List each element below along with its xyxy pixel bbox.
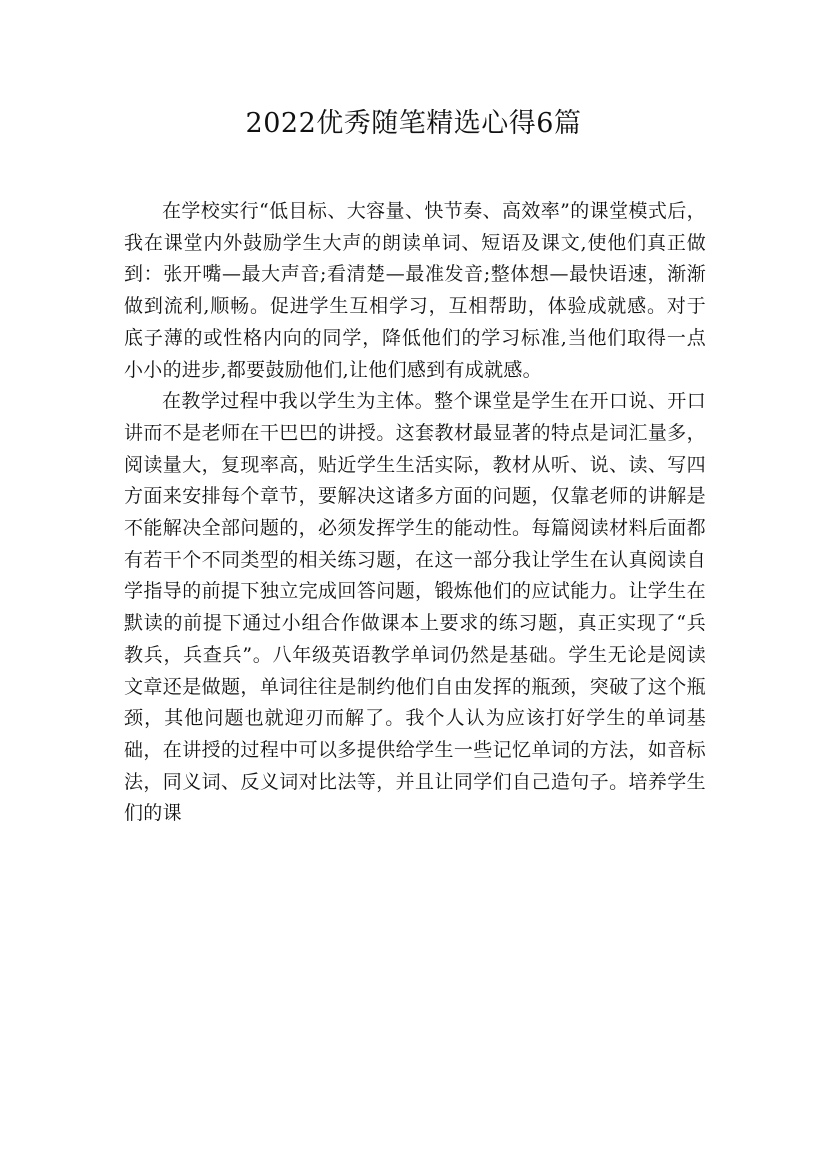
- document-body: [124, 196, 706, 830]
- paragraph-2: 在教学过程中我以学生为主体。整个课堂是学生在开口说、开口讲而不是老师在干巴巴的讲授。这套教材最显著的特点是词汇量多，阅读量大，复现率高，贴近学生生活实际，教材从听、说、读、写四方面来安排每个章节，要解决这诸多方面的问题，仅靠老师的讲解是不能解决全部问题的，必须发挥学生的能动性。每篇阅读材料后面都有若干个不同类型的相关练习题，在这一部分我让学生在认真阅读自学指导的前提下独立完成回答问题，锻炼他们的应试能力。让学生在默读的前提下通过小组合作做课本上要求的练习题，真正实现了“兵教兵，兵查兵”。八年级英语教学单词仍然是基础。学生无论是阅读文章还是做题，单词往往是制约他们自由发挥的瓶颈，突破了这个瓶颈，其他问题也就迎刃而解了。我个人认为应该打好学生的单词基础，在讲授的过程中可以多提供给学生一些记忆单词的方法，如音标法，同义词、反义词对比法等，并且让同学们自己造句子。培养学生们的课: [124, 390, 706, 825]
- paragraph-1: 在学校实行“低目标、大容量、快节奏、高效率”的课堂模式后，我在课堂内外鼓励学生大声的朗读单词、短语及课文,使他们真正做到：张开嘴—最大声音;看清楚—最准发音;整体想—最快语速，渐渐做到流利,顺畅。促进学生互相学习，互相帮助，体验成就感。对于底子薄的或性格内向的同学，降低他们的学习标准,当他们取得一点小小的进步,都要鼓励他们,让他们感到有成就感。: [124, 200, 706, 381]
- document-title: 2022优秀随笔精选心得6篇: [245, 108, 582, 139]
